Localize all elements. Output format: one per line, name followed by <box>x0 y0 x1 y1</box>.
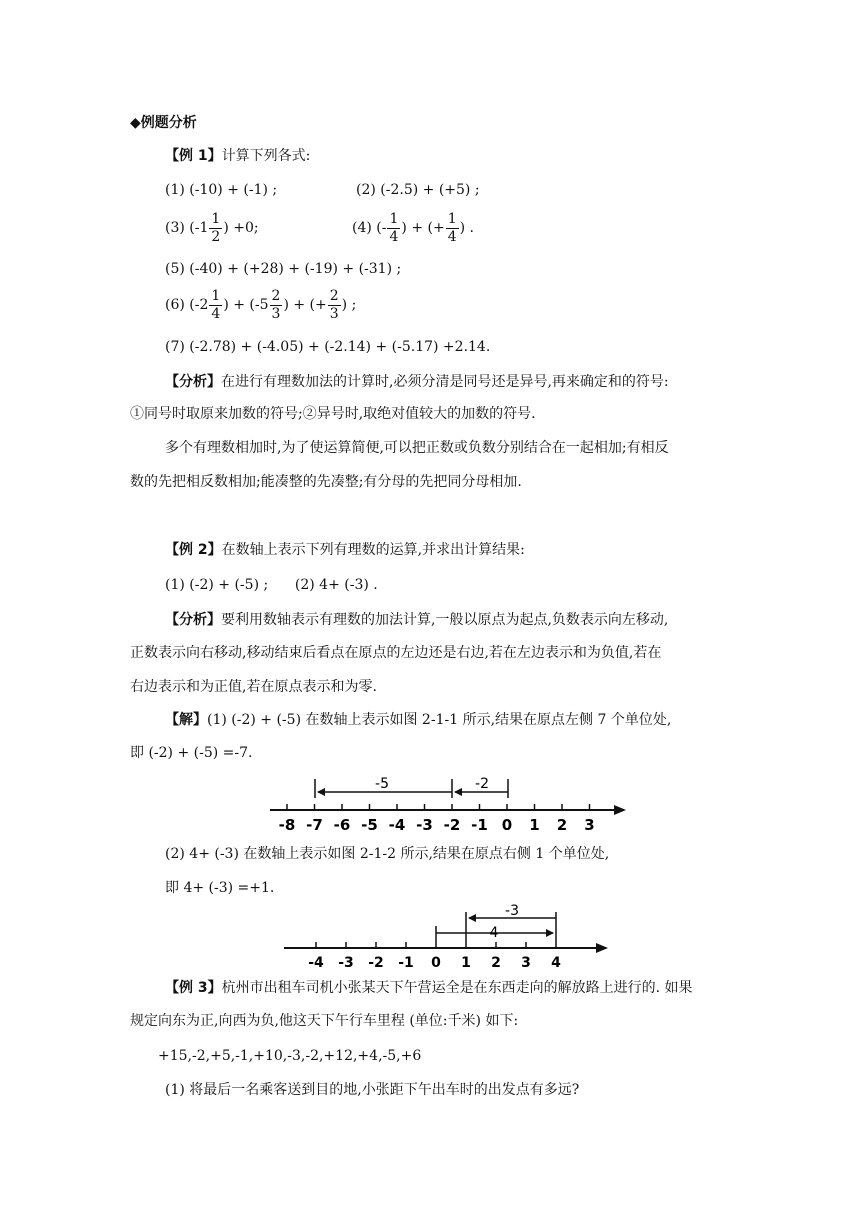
denominator: 4 <box>447 228 457 245</box>
arrow-label: -5 <box>375 776 389 792</box>
analysis-text: 要利用数轴表示有理数的加法计算,一般以原点为起点,负数表示向左移动, <box>221 612 669 628</box>
tick-label: 1 <box>529 816 540 834</box>
fraction <box>209 211 222 246</box>
problem-6-part: ) + (+ <box>283 297 327 313</box>
fraction <box>328 288 341 323</box>
tick-label: -5 <box>361 816 378 834</box>
example-3-label: 【例 3】 <box>165 980 222 996</box>
numerator: 1 <box>447 210 457 227</box>
tick-label: 2 <box>491 955 501 970</box>
tick-label: 4 <box>551 955 561 970</box>
axis-arrow-icon <box>596 943 608 953</box>
numerator: 2 <box>329 287 339 304</box>
problem-3 <box>165 208 259 248</box>
solution-label: 【解】 <box>165 712 207 728</box>
problem-4 <box>352 208 474 248</box>
problem-3-part: (3) (-1 <box>165 220 209 236</box>
numerator: 1 <box>211 210 221 227</box>
mileage-data: +15,-2,+5,-1,+10,-3,-2,+12,+4,-5,+6 <box>158 1048 422 1064</box>
tick-label: -1 <box>398 955 414 970</box>
tick-label: 0 <box>431 955 441 970</box>
example-1-analysis-line2: ①同号时取原来加数的符号;②异号时,取绝对值较大的加数的符号. <box>130 406 536 422</box>
denominator: 4 <box>389 228 399 245</box>
fraction <box>387 211 400 246</box>
problem-6-part: ) + (-5 <box>223 297 269 313</box>
example-1-analysis-line3: 多个有理数相加时,为了使运算简便,可以把正数或负数分别结合在一起相加;有相反 <box>165 440 669 456</box>
tick-label: -3 <box>416 816 433 834</box>
analysis-label: 【分析】 <box>165 612 221 628</box>
solution-2-line2: 即 4+ (-3) =+1. <box>165 880 275 896</box>
fraction <box>209 288 222 323</box>
example-1-heading <box>165 147 310 165</box>
tick-label: -8 <box>278 816 296 834</box>
fraction <box>446 211 459 246</box>
axis-ticks <box>279 804 595 834</box>
example-1-label: 【例 1】 <box>165 148 222 164</box>
analysis-label: 【分析】 <box>165 374 221 390</box>
problem-1: (1) (-10) + (-1) ; <box>165 182 278 198</box>
example-3-question-1: (1) 将最后一名乘客送到目的地,小张距下午出车时的出发点有多远? <box>165 1082 580 1098</box>
problem-7: (7) (-2.78) + (-4.05) + (-2.14) + (-5.17) +2.14. <box>165 339 491 355</box>
problem-3-part: ) +0; <box>223 220 259 236</box>
example-2-heading <box>165 541 525 559</box>
tick-label: -4 <box>308 955 324 970</box>
problem-6-part: (6) (-2 <box>165 297 209 313</box>
problem-6-part: ) ; <box>341 297 357 313</box>
example-2-analysis-line1 <box>165 611 668 629</box>
section-title: ◆例题分析 <box>130 115 197 131</box>
denominator: 4 <box>211 305 221 322</box>
arrow-label: -3 <box>505 903 519 919</box>
numerator: 2 <box>271 287 281 304</box>
tick-label: -1 <box>471 816 488 834</box>
axis-ticks <box>308 942 561 970</box>
solution-2-line1: (2) 4+ (-3) 在数轴上表示如图 2-1-2 所示,结果在原点右侧 1 个单位处, <box>165 846 610 862</box>
analysis-text: 在进行有理数加法的计算时,必须分清是同号还是异号,再来确定和的符号: <box>221 374 669 390</box>
example-2-problems: (1) (-2) + (-5) ; (2) 4+ (-3) . <box>165 577 378 593</box>
problem-4-part: ) + (+ <box>401 220 445 236</box>
tick-label: -3 <box>338 955 354 970</box>
tick-label: 0 <box>501 816 513 834</box>
example-1-analysis-line1 <box>165 373 669 391</box>
problem-5: (5) (-40) + (+28) + (-19) + (-31) ; <box>165 261 402 277</box>
example-3-line2: 规定向东为正,向西为负,他这天下午行车里程 (单位:千米) 如下: <box>130 1013 519 1029</box>
tick-label: -7 <box>306 816 323 834</box>
solution-1-line1 <box>165 711 671 729</box>
example-2-analysis-line2: 正数表示向右移动,移动结束后看点在原点的左边还是右边,若在左边表示和为负值,若在 <box>130 645 662 661</box>
problem-4-part: (4) (- <box>352 220 387 236</box>
tick-label: 3 <box>584 816 595 834</box>
number-line-figure-2 <box>280 902 616 970</box>
arrow-label: 4 <box>489 925 499 941</box>
problem-6 <box>165 285 356 325</box>
tick-label: -4 <box>388 816 406 834</box>
numerator: 1 <box>211 287 221 304</box>
denominator: 2 <box>211 228 221 245</box>
solution-text: (1) (-2) + (-5) 在数轴上表示如图 2-1-1 所示,结果在原点左侧 7 个单位处, <box>207 712 672 728</box>
example-2-label: 【例 2】 <box>165 542 222 558</box>
example-3-text: 杭州市出租车司机小张某天下午营运全是在东西走向的解放路上进行的. 如果 <box>221 980 693 996</box>
example-1-intro: 计算下列各式: <box>221 148 311 164</box>
example-2-intro: 在数轴上表示下列有理数的运算,并求出计算结果: <box>221 542 525 558</box>
numerator: 1 <box>389 210 399 227</box>
number-line-figure-1 <box>262 768 634 836</box>
tick-label: 3 <box>521 955 531 970</box>
solution-1-line2: 即 (-2) + (-5) =-7. <box>130 745 253 761</box>
tick-label: -2 <box>443 816 461 834</box>
example-1-analysis-line4: 数的先把相反数相加;能凑整的先凑整;有分母的先把同分母相加. <box>130 474 522 490</box>
tick-label: -6 <box>333 816 351 834</box>
fraction <box>270 288 283 323</box>
example-2-analysis-line3: 右边表示和为正值,若在原点表示和为零. <box>130 679 377 695</box>
tick-label: 2 <box>556 816 568 834</box>
tick-label: 1 <box>461 955 471 970</box>
denominator: 3 <box>271 305 281 322</box>
problem-2: (2) (-2.5) + (+5) ; <box>356 182 480 198</box>
axis-arrow-icon <box>614 805 626 815</box>
problem-4-part: ) . <box>459 220 474 236</box>
example-3-line1 <box>165 979 693 997</box>
tick-label: -2 <box>368 955 384 970</box>
arrow-label: -2 <box>475 776 489 792</box>
denominator: 3 <box>329 305 339 322</box>
